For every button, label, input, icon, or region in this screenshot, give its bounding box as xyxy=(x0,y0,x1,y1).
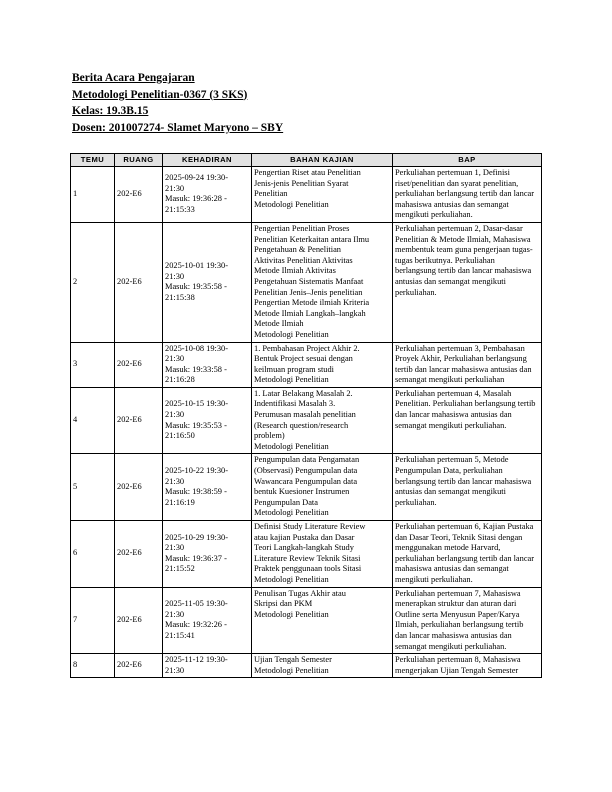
attendance-line: 21:15:33 xyxy=(165,205,195,215)
study-material-line: Definisi Study Literature Review xyxy=(254,522,366,531)
table-row xyxy=(71,654,542,678)
study-material-line: Pengetahuan & Penelitian xyxy=(254,245,341,255)
meeting-number-cell: 6 xyxy=(71,521,115,588)
meeting-number-cell: 4 xyxy=(71,387,115,454)
table-row xyxy=(71,587,542,654)
bap-cell xyxy=(393,222,542,342)
attendance-line: Masuk: 19:36:37 - xyxy=(165,553,227,563)
study-material-line: Teori Langkah-langkah Study xyxy=(254,543,354,553)
table-row xyxy=(71,387,542,454)
study-material-line: atau kajian Pustaka dan Dasar xyxy=(254,532,355,542)
study-material-line: Bentuk Project sesuai dengan xyxy=(254,354,353,364)
bap-line: riset/penelitian dan syarat penelitian, xyxy=(395,178,519,188)
study-material-line: Penelitian Jenis–Jenis penelitian xyxy=(254,287,363,297)
course-name: Metodologi Penelitian-0367 (3 SKS) xyxy=(72,88,248,101)
bap-line: perkuliahan berlangsung tertib dan lancar xyxy=(395,553,535,563)
document-header xyxy=(72,70,283,136)
study-material-line: Pengertian Penelitian Proses xyxy=(254,223,350,233)
table-row xyxy=(71,167,542,223)
attendance-cell xyxy=(163,222,252,342)
bap-line: mahasiswa antusias dan semangat xyxy=(395,564,509,574)
attendance-line: Masuk: 19:38:59 - xyxy=(165,487,227,497)
room-cell: 202-E6 xyxy=(115,587,163,654)
attendance-line: 21:30 xyxy=(165,665,185,675)
bap-line: Perkuliahan pertemuan 3, Pembahasan xyxy=(395,343,525,353)
bap-cell xyxy=(393,454,542,521)
table-body xyxy=(71,167,542,678)
study-material-line: Metodologi Penelitian xyxy=(254,441,329,451)
bap-line: mengikuti perkuliahan. xyxy=(395,210,473,220)
bap-line: berlangsung tertib dan lancar mahasiswa xyxy=(395,476,532,486)
study-material-line: 1. Pembahasan Project Akhir 2. xyxy=(254,343,360,353)
attendance-line: 21:30 xyxy=(165,354,185,364)
bap-cell xyxy=(393,587,542,654)
attendance-line: 21:15:41 xyxy=(165,630,195,640)
study-material-line: Metodologi Penelitian xyxy=(254,329,329,339)
lecturer-label: Dosen: 201007274- Slamet Maryono – SBY xyxy=(72,121,284,134)
bap-line: Perkuliahan pertemuan 5, Metode xyxy=(395,455,509,465)
bap-line: berlangsung tertib dan lancar mahasiswa xyxy=(395,266,532,276)
study-material-line: Pengertian Riset atau Penelitian xyxy=(254,168,361,177)
study-material-line: Penelitian Keterkaitan antara Ilmu xyxy=(254,234,370,244)
bap-line: dan lancar mahasiswa antusias dan xyxy=(395,410,512,420)
study-material-line: Aktivitas Penelitian Aktivitas xyxy=(254,255,353,265)
bap-line: Outline serta Menyusun Paper/Karya xyxy=(395,609,520,619)
room-cell: 202-E6 xyxy=(115,222,163,342)
attendance-cell xyxy=(163,167,252,223)
attendance-line: 2025-11-05 19:30- xyxy=(165,599,228,609)
bap-line: dan lancar mahasiswa antusias dan xyxy=(395,630,512,640)
attendance-line: 2025-11-12 19:30- xyxy=(165,655,228,665)
attendance-line: 21:30 xyxy=(165,410,185,420)
study-material-line: Perumusan masalah penelitian xyxy=(254,410,356,420)
bap-line: menerapkan struktur dan aturan dari xyxy=(395,599,517,609)
bap-cell xyxy=(393,387,542,454)
study-material-cell xyxy=(252,454,393,521)
study-material-cell xyxy=(252,387,393,454)
study-material-line: Metodologi Penelitian xyxy=(254,609,329,619)
study-material-cell xyxy=(252,654,393,678)
bap-line: mengikuti perkuliahan. xyxy=(395,574,473,584)
meeting-number-cell: 8 xyxy=(71,654,115,678)
attendance-line: 2025-10-22 19:30- xyxy=(165,466,229,476)
study-material-line: (Research question/research xyxy=(254,420,349,430)
bap-line: Perkuliahan pertemuan 2, Dasar-dasar xyxy=(395,223,523,233)
attendance-line: 21:30 xyxy=(165,609,185,619)
study-material-cell xyxy=(252,167,393,223)
study-material-line: Indentifikasi Masalah 3. xyxy=(254,399,336,409)
table-row xyxy=(71,521,542,588)
attendance-line: Masuk: 19:33:58 - xyxy=(165,364,227,374)
teaching-record-table xyxy=(70,153,542,678)
attendance-line: 21:30 xyxy=(165,543,185,553)
study-material-line: Metodologi Penelitian xyxy=(254,508,329,518)
table-header-row xyxy=(71,154,542,167)
table-row xyxy=(71,342,542,387)
column-header-bahan-kajian: BAHAN KAJIAN xyxy=(252,154,393,167)
bap-line: Penelitian. Perkuliahan berlangsung tertib xyxy=(395,399,536,409)
study-material-line: Skripsi dan PKM xyxy=(254,599,313,609)
attendance-cell xyxy=(163,521,252,588)
bap-cell xyxy=(393,167,542,223)
attendance-line: 21:30 xyxy=(165,183,185,193)
bap-line: dan Dasar Teori, Teknik Sitasi dengan xyxy=(395,532,523,542)
bap-line: Penelitian & Metode Ilmiah, Mahasiswa xyxy=(395,234,531,244)
study-material-line: Metode Ilmiah Aktivitas xyxy=(254,266,336,276)
bap-cell xyxy=(393,521,542,588)
attendance-line: 21:16:28 xyxy=(165,375,195,385)
bap-line: tugas berikutnya. Perkuliahan xyxy=(395,255,495,265)
study-material-line: Metodologi Penelitian xyxy=(254,574,329,584)
bap-line: mengerjakan Ujian Tengah Semester xyxy=(395,665,519,675)
bap-line: perkuliahan. xyxy=(395,497,437,507)
bap-line: perkuliahan berlangsung tertib dan lancar xyxy=(395,189,535,199)
attendance-line: 2025-10-08 19:30- xyxy=(165,343,229,353)
bap-cell xyxy=(393,654,542,678)
study-material-line: Pengetahuan Sistematis Manfaat xyxy=(254,276,364,286)
bap-line: antusias dan semangat mengikuti xyxy=(395,487,506,497)
study-material-line: Metodologi Penelitian xyxy=(254,199,329,209)
attendance-line: 2025-10-15 19:30- xyxy=(165,399,229,409)
attendance-cell xyxy=(163,454,252,521)
study-material-line: Pengumpulan Data xyxy=(254,497,318,507)
study-material-cell xyxy=(252,521,393,588)
bap-line: membentuk team guna pengerjaan tugas- xyxy=(395,245,533,255)
study-material-line: 1. Latar Belakang Masalah 2. xyxy=(254,388,353,398)
room-cell: 202-E6 xyxy=(115,167,163,223)
bap-line: Ilmiah, perkuliahan berlangsung tertib xyxy=(395,620,524,630)
study-material-line: bentuk Kuesioner Instrumen xyxy=(254,487,350,497)
attendance-line: 21:15:38 xyxy=(165,292,195,302)
bap-line: semangat mengikuti perkuliahan. xyxy=(395,420,507,430)
study-material-line: (Observasi) Pengumpulan data xyxy=(254,466,358,476)
study-material-line: Penulisan Tugas Akhir atau xyxy=(254,588,346,598)
bap-line: antusias dan semangat mengikuti xyxy=(395,276,506,286)
attendance-cell xyxy=(163,587,252,654)
study-material-line: problem) xyxy=(254,431,285,441)
attendance-line: Masuk: 19:35:58 - xyxy=(165,282,227,292)
study-material-line: Penelitian xyxy=(254,189,288,199)
attendance-line: Masuk: 19:32:26 - xyxy=(165,620,227,630)
column-header-kehadiran: KEHADIRAN xyxy=(163,154,252,167)
study-material-line: Wawancara Pengumpulan data xyxy=(254,476,358,486)
class-label: Kelas: 19.3B.15 xyxy=(72,105,149,117)
bap-line: Perkuliahan pertemuan 8, Mahasiswa xyxy=(395,655,521,665)
study-material-line: Metode Ilmiah xyxy=(254,319,304,329)
attendance-cell xyxy=(163,654,252,678)
attendance-cell xyxy=(163,342,252,387)
meeting-number-cell: 1 xyxy=(71,167,115,223)
bap-line: Perkuliahan pertemuan 4, Masalah xyxy=(395,388,512,398)
study-material-line: Pengertian Metode ilmiah Kriteria xyxy=(254,298,370,308)
study-material-line: Metodologi Penelitian xyxy=(254,665,329,675)
study-material-line: Literature Review Teknik Sitasi xyxy=(254,553,361,563)
attendance-line: 2025-10-29 19:30- xyxy=(165,532,229,542)
bap-line: mahasiswa antusias dan semangat xyxy=(395,199,509,209)
meeting-number-cell: 7 xyxy=(71,587,115,654)
attendance-line: 21:16:50 xyxy=(165,431,195,441)
bap-line: semangat mengikuti perkuliahan. xyxy=(395,641,507,651)
attendance-line: Masuk: 19:35:53 - xyxy=(165,420,227,430)
bap-line: Perkuliahan pertemuan 7, Mahasiswa xyxy=(395,588,521,598)
bap-line: Pengumpulan Data, perkuliahan xyxy=(395,466,503,476)
study-material-line: Pengumpulan data Pengamatan xyxy=(254,455,360,465)
room-cell: 202-E6 xyxy=(115,454,163,521)
attendance-line: 21:16:19 xyxy=(165,497,195,507)
attendance-line: 2025-09-24 19:30- xyxy=(165,173,229,183)
meeting-number-cell: 2 xyxy=(71,222,115,342)
table-row xyxy=(71,454,542,521)
study-material-cell xyxy=(252,587,393,654)
meeting-number-cell: 3 xyxy=(71,342,115,387)
room-cell: 202-E6 xyxy=(115,342,163,387)
bap-line: Perkuliahan pertemuan 6, Kajian Pustaka xyxy=(395,522,534,531)
study-material-line: Jenis-jenis Penelitian Syarat xyxy=(254,178,349,188)
bap-cell xyxy=(393,342,542,387)
document-title: Berita Acara Pengajaran xyxy=(72,72,195,84)
column-header-ruang: RUANG xyxy=(115,154,163,167)
column-header-bap: BAP xyxy=(393,154,542,167)
bap-line: perkuliahan. xyxy=(395,287,437,297)
bap-line: tertib dan lancar mahasiswa antusias dan xyxy=(395,364,532,374)
attendance-line: 21:30 xyxy=(165,476,185,486)
attendance-line: 21:15:52 xyxy=(165,564,195,574)
study-material-line: Metodologi Penelitian xyxy=(254,375,329,385)
attendance-line: Masuk: 19:36:28 - xyxy=(165,194,227,204)
bap-line: menggunakan metode Harvard, xyxy=(395,543,501,553)
table-row xyxy=(71,222,542,342)
room-cell: 202-E6 xyxy=(115,521,163,588)
study-material-cell xyxy=(252,222,393,342)
study-material-cell xyxy=(252,342,393,387)
room-cell: 202-E6 xyxy=(115,654,163,678)
attendance-line: 2025-10-01 19:30- xyxy=(165,261,229,271)
bap-line: Proyek Akhir, Perkuliahan berlangsung xyxy=(395,354,527,364)
attendance-line: 21:30 xyxy=(165,271,185,281)
study-material-line: Praktek penggunaan tools Sitasi xyxy=(254,564,362,574)
bap-line: Perkuliahan pertemuan 1, Definisi xyxy=(395,168,510,177)
attendance-cell xyxy=(163,387,252,454)
bap-line: semangat mengikuti perkuliahan xyxy=(395,375,505,385)
study-material-line: Metode Ilmiah Langkah–langkah xyxy=(254,308,366,318)
column-header-temu: TEMU xyxy=(71,154,115,167)
study-material-line: Ujian Tengah Semester xyxy=(254,655,332,665)
study-material-line: keilmuan program studi xyxy=(254,364,335,374)
room-cell: 202-E6 xyxy=(115,387,163,454)
meeting-number-cell: 5 xyxy=(71,454,115,521)
